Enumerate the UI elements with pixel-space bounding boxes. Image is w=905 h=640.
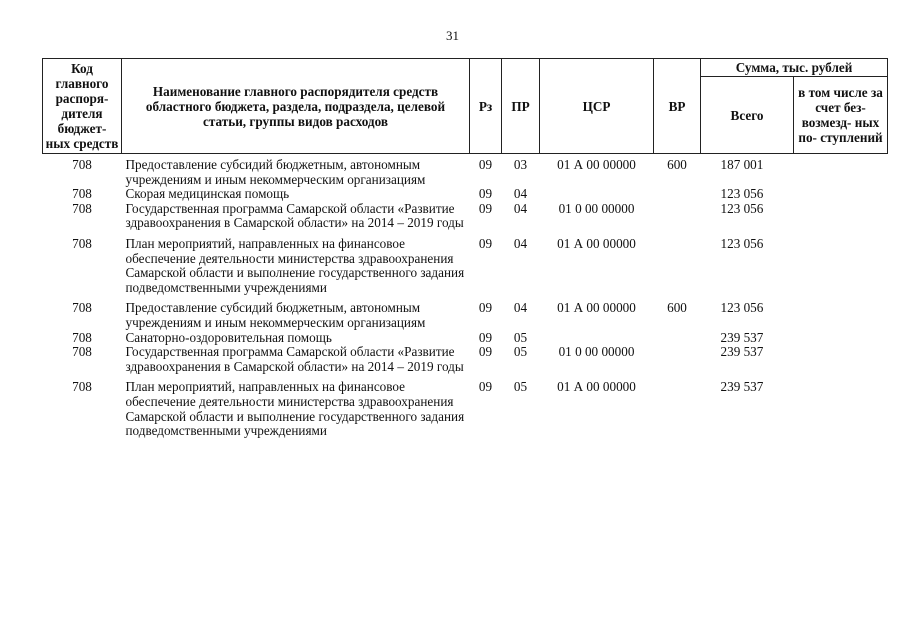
table-row bbox=[43, 345, 888, 374]
table-body bbox=[43, 154, 888, 439]
cell-pr: 04 bbox=[513, 186, 528, 202]
table-row bbox=[43, 154, 888, 188]
cell-csr: 01 0 00 00000 bbox=[558, 344, 635, 360]
page-number: 31 bbox=[446, 28, 459, 43]
cell-free bbox=[794, 231, 888, 295]
cell-vr bbox=[654, 345, 701, 374]
cell-total: 239 537 bbox=[720, 329, 764, 345]
cell-free bbox=[794, 187, 888, 202]
cell-code: 708 bbox=[72, 300, 92, 316]
cell-free bbox=[794, 202, 888, 231]
cell-code: 708 bbox=[72, 329, 92, 345]
header-code: Код главного распоря- дителя бюджет- ных средств bbox=[43, 59, 122, 154]
cell-total: 239 537 bbox=[720, 379, 764, 395]
cell-total: 123 056 bbox=[720, 200, 764, 216]
cell-free bbox=[794, 295, 888, 330]
cell-code: 708 bbox=[72, 157, 92, 172]
header-total: Всего bbox=[701, 77, 794, 154]
header-free: в том числе за счет без- возмезд- ных по- ступлений bbox=[794, 77, 888, 154]
cell-vr bbox=[654, 202, 701, 231]
cell-rz: 09 bbox=[478, 344, 493, 360]
table-row bbox=[43, 231, 888, 295]
cell-free bbox=[794, 331, 888, 346]
table-header bbox=[43, 59, 888, 154]
cell-pr: 04 bbox=[513, 300, 528, 316]
cell-total: 123 056 bbox=[720, 235, 764, 251]
cell-vr: 600 bbox=[667, 300, 687, 316]
cell-csr: 01 А 00 00000 bbox=[557, 379, 636, 395]
header-csr: ЦСР bbox=[540, 59, 654, 154]
cell-csr: 01 А 00 00000 bbox=[557, 157, 636, 172]
cell-total: 123 056 bbox=[720, 186, 764, 202]
cell-name: Государственная программа Самарской области «Развитие здравоохранения в Самарской области» на 2014 – 2019 годы bbox=[125, 200, 464, 231]
cell-name: Санаторно-оздоровительная помощь bbox=[125, 329, 332, 345]
cell-rz: 09 bbox=[478, 200, 493, 216]
cell-rz: 09 bbox=[478, 235, 493, 251]
cell-csr bbox=[540, 331, 654, 346]
cell-csr bbox=[540, 187, 654, 202]
cell-rz: 09 bbox=[478, 300, 493, 316]
cell-total: 123 056 bbox=[720, 300, 764, 316]
cell-rz: 09 bbox=[478, 329, 493, 345]
header-rz: Рз bbox=[470, 59, 502, 154]
header-name: Наименование главного распорядителя средств областного бюджета, раздела, подраздела, целевой статьи, группы видов расходов bbox=[122, 59, 470, 154]
cell-vr bbox=[654, 331, 701, 346]
cell-code: 708 bbox=[72, 379, 92, 395]
cell-vr bbox=[654, 187, 701, 202]
cell-pr: 04 bbox=[513, 200, 528, 216]
cell-vr bbox=[654, 374, 701, 438]
cell-free bbox=[794, 154, 888, 188]
cell-total: 187 001 bbox=[720, 157, 764, 172]
cell-pr: 04 bbox=[513, 235, 528, 251]
cell-pr: 05 bbox=[513, 344, 528, 360]
header-sum: Сумма, тыс. рублей bbox=[701, 59, 888, 77]
cell-csr: 01 А 00 00000 bbox=[557, 235, 636, 251]
cell-rz: 09 bbox=[478, 379, 493, 395]
budget-table bbox=[42, 58, 888, 439]
cell-free bbox=[794, 345, 888, 374]
cell-total: 239 537 bbox=[720, 344, 764, 360]
table-row bbox=[43, 202, 888, 231]
cell-vr: 600 bbox=[667, 157, 687, 172]
cell-free bbox=[794, 374, 888, 438]
cell-code: 708 bbox=[72, 200, 92, 216]
cell-pr: 03 bbox=[513, 157, 528, 172]
cell-csr: 01 А 00 00000 bbox=[557, 300, 636, 316]
header-pr: ПР bbox=[502, 59, 540, 154]
cell-name: План мероприятий, направленных на финансовое обеспечение деятельности министерства здравоохранения Самарской области и выполнение государственного задания подведомственными учреждениями bbox=[125, 235, 465, 295]
cell-code: 708 bbox=[72, 186, 92, 202]
table-row bbox=[43, 331, 888, 346]
cell-name: Скорая медицинская помощь bbox=[125, 186, 290, 202]
cell-rz: 09 bbox=[478, 157, 493, 172]
cell-name: План мероприятий, направленных на финансовое обеспечение деятельности министерства здравоохранения Самарской области и выполнение государственного задания подведомственными учреждениями bbox=[125, 379, 465, 439]
table-row bbox=[43, 374, 888, 438]
cell-rz: 09 bbox=[478, 186, 493, 202]
cell-pr: 05 bbox=[513, 329, 528, 345]
cell-vr bbox=[654, 231, 701, 295]
cell-code: 708 bbox=[72, 344, 92, 360]
table-row bbox=[43, 295, 888, 330]
cell-name: Предоставление субсидий бюджетным, автономным учреждениям и иным некоммерческим организациям bbox=[125, 157, 426, 187]
table-row bbox=[43, 187, 888, 202]
header-vr: ВР bbox=[654, 59, 701, 154]
cell-pr: 05 bbox=[513, 379, 528, 395]
cell-name: Предоставление субсидий бюджетным, автономным учреждениям и иным некоммерческим организациям bbox=[125, 300, 426, 330]
cell-csr: 01 0 00 00000 bbox=[558, 200, 635, 216]
cell-name: Государственная программа Самарской области «Развитие здравоохранения в Самарской области» на 2014 – 2019 годы bbox=[125, 344, 464, 374]
cell-code: 708 bbox=[72, 235, 92, 251]
